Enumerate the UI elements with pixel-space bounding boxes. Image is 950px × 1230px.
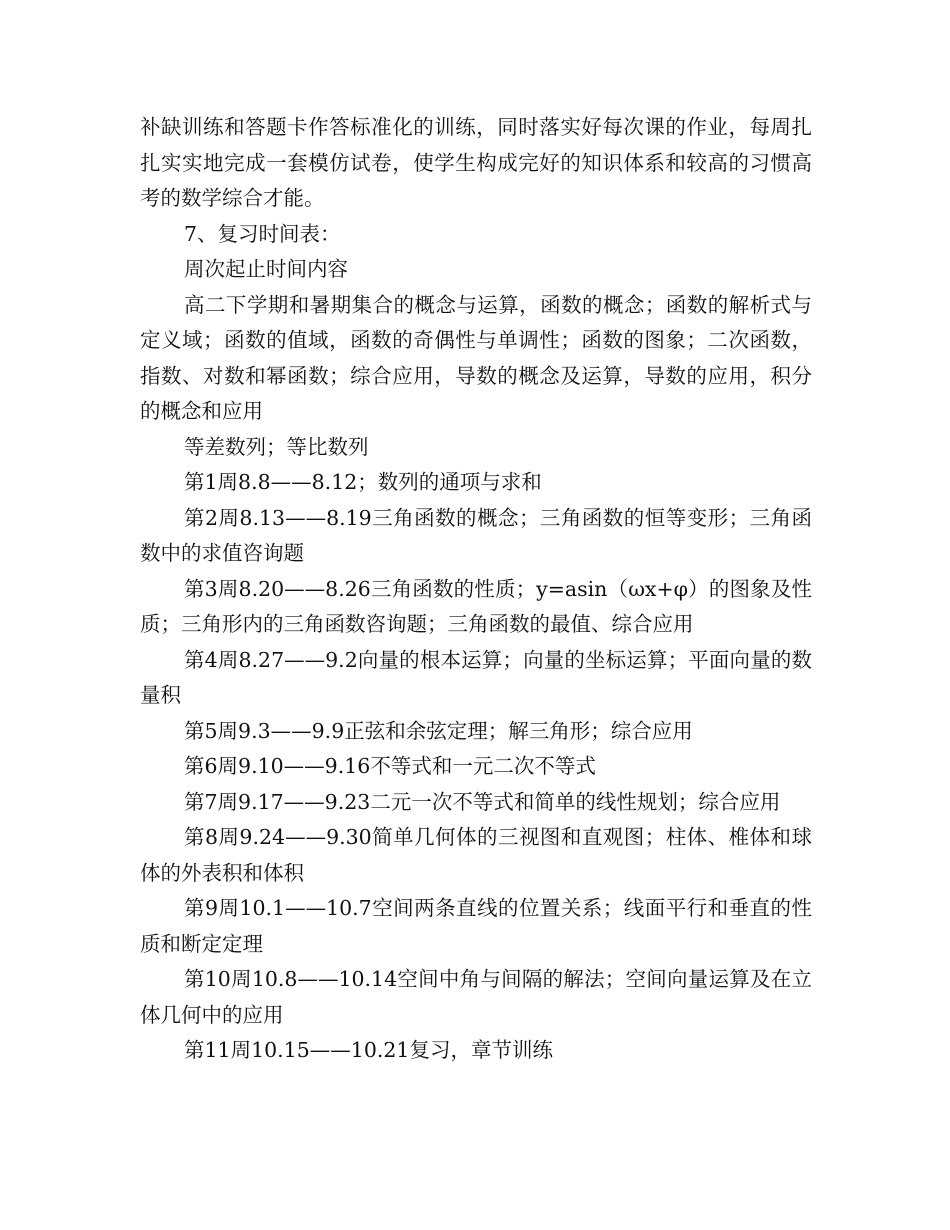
document-body <box>140 110 812 1069</box>
paragraph-week-8: 第8周9.24——9.30简单几何体的三视图和直观图；柱体、椎体和球体的外表积和体积 <box>140 825 812 885</box>
paragraph-week-10: 第10周10.8——10.14空间中角与间隔的解法；空间向量运算及在立体几何中的应用 <box>140 967 812 1027</box>
paragraph-week-7: 第7周9.17——9.23二元一次不等式和简单的线性规划；综合应用 <box>184 789 781 814</box>
paragraph-week-9: 第9周10.1——10.7空间两条直线的位置关系；线面平行和垂直的性质和断定定理 <box>140 896 812 956</box>
paragraph-week-11: 第11周10.15——10.21复习，章节训练 <box>184 1038 553 1062</box>
paragraph-week-1: 第1周8.8——8.12；数列的通项与求和 <box>184 470 542 494</box>
paragraph-continuation: 补缺训练和答题卡作答标准化的训练，同时落实好每次课的作业，每周扎扎实实地完成一套模仿试卷，使学生构成完好的知识体系和较高的习惯高考的数学综合才能。 <box>140 115 812 210</box>
paragraph-table-header: 周次起止时间内容 <box>184 257 348 281</box>
paragraph-summer-topics: 高二下学期和暑期集合的概念与运算，函数的概念；函数的解析式与定义域；函数的值域，函数的奇偶性与单调性；函数的图象；二次函数，指数、对数和幂函数；综合应用，导数的概念及运算，导数的应用，积分的概念和应用 <box>140 292 812 423</box>
paragraph-section-heading: 7、复习时间表： <box>184 221 341 246</box>
paragraph-week-4: 第4周8.27——9.2向量的根本运算；向量的坐标运算；平面向量的数量积 <box>140 647 812 707</box>
paragraph-sequences: 等差数列；等比数列 <box>184 434 369 459</box>
paragraph-week-2: 第2周8.13——8.19三角函数的概念；三角函数的恒等变形；三角函数中的求值咨询题 <box>140 505 812 565</box>
paragraph-week-5: 第5周9.3——9.9正弦和余弦定理；解三角形；综合应用 <box>184 718 693 743</box>
paragraph-week-3: 第3周8.20——8.26三角函数的性质；y=asin（ωx+φ）的图象及性质；三角形内的三角函数咨询题；三角函数的最值、综合应用 <box>140 576 812 636</box>
paragraph-week-6: 第6周9.10——9.16不等式和一元二次不等式 <box>184 754 596 778</box>
